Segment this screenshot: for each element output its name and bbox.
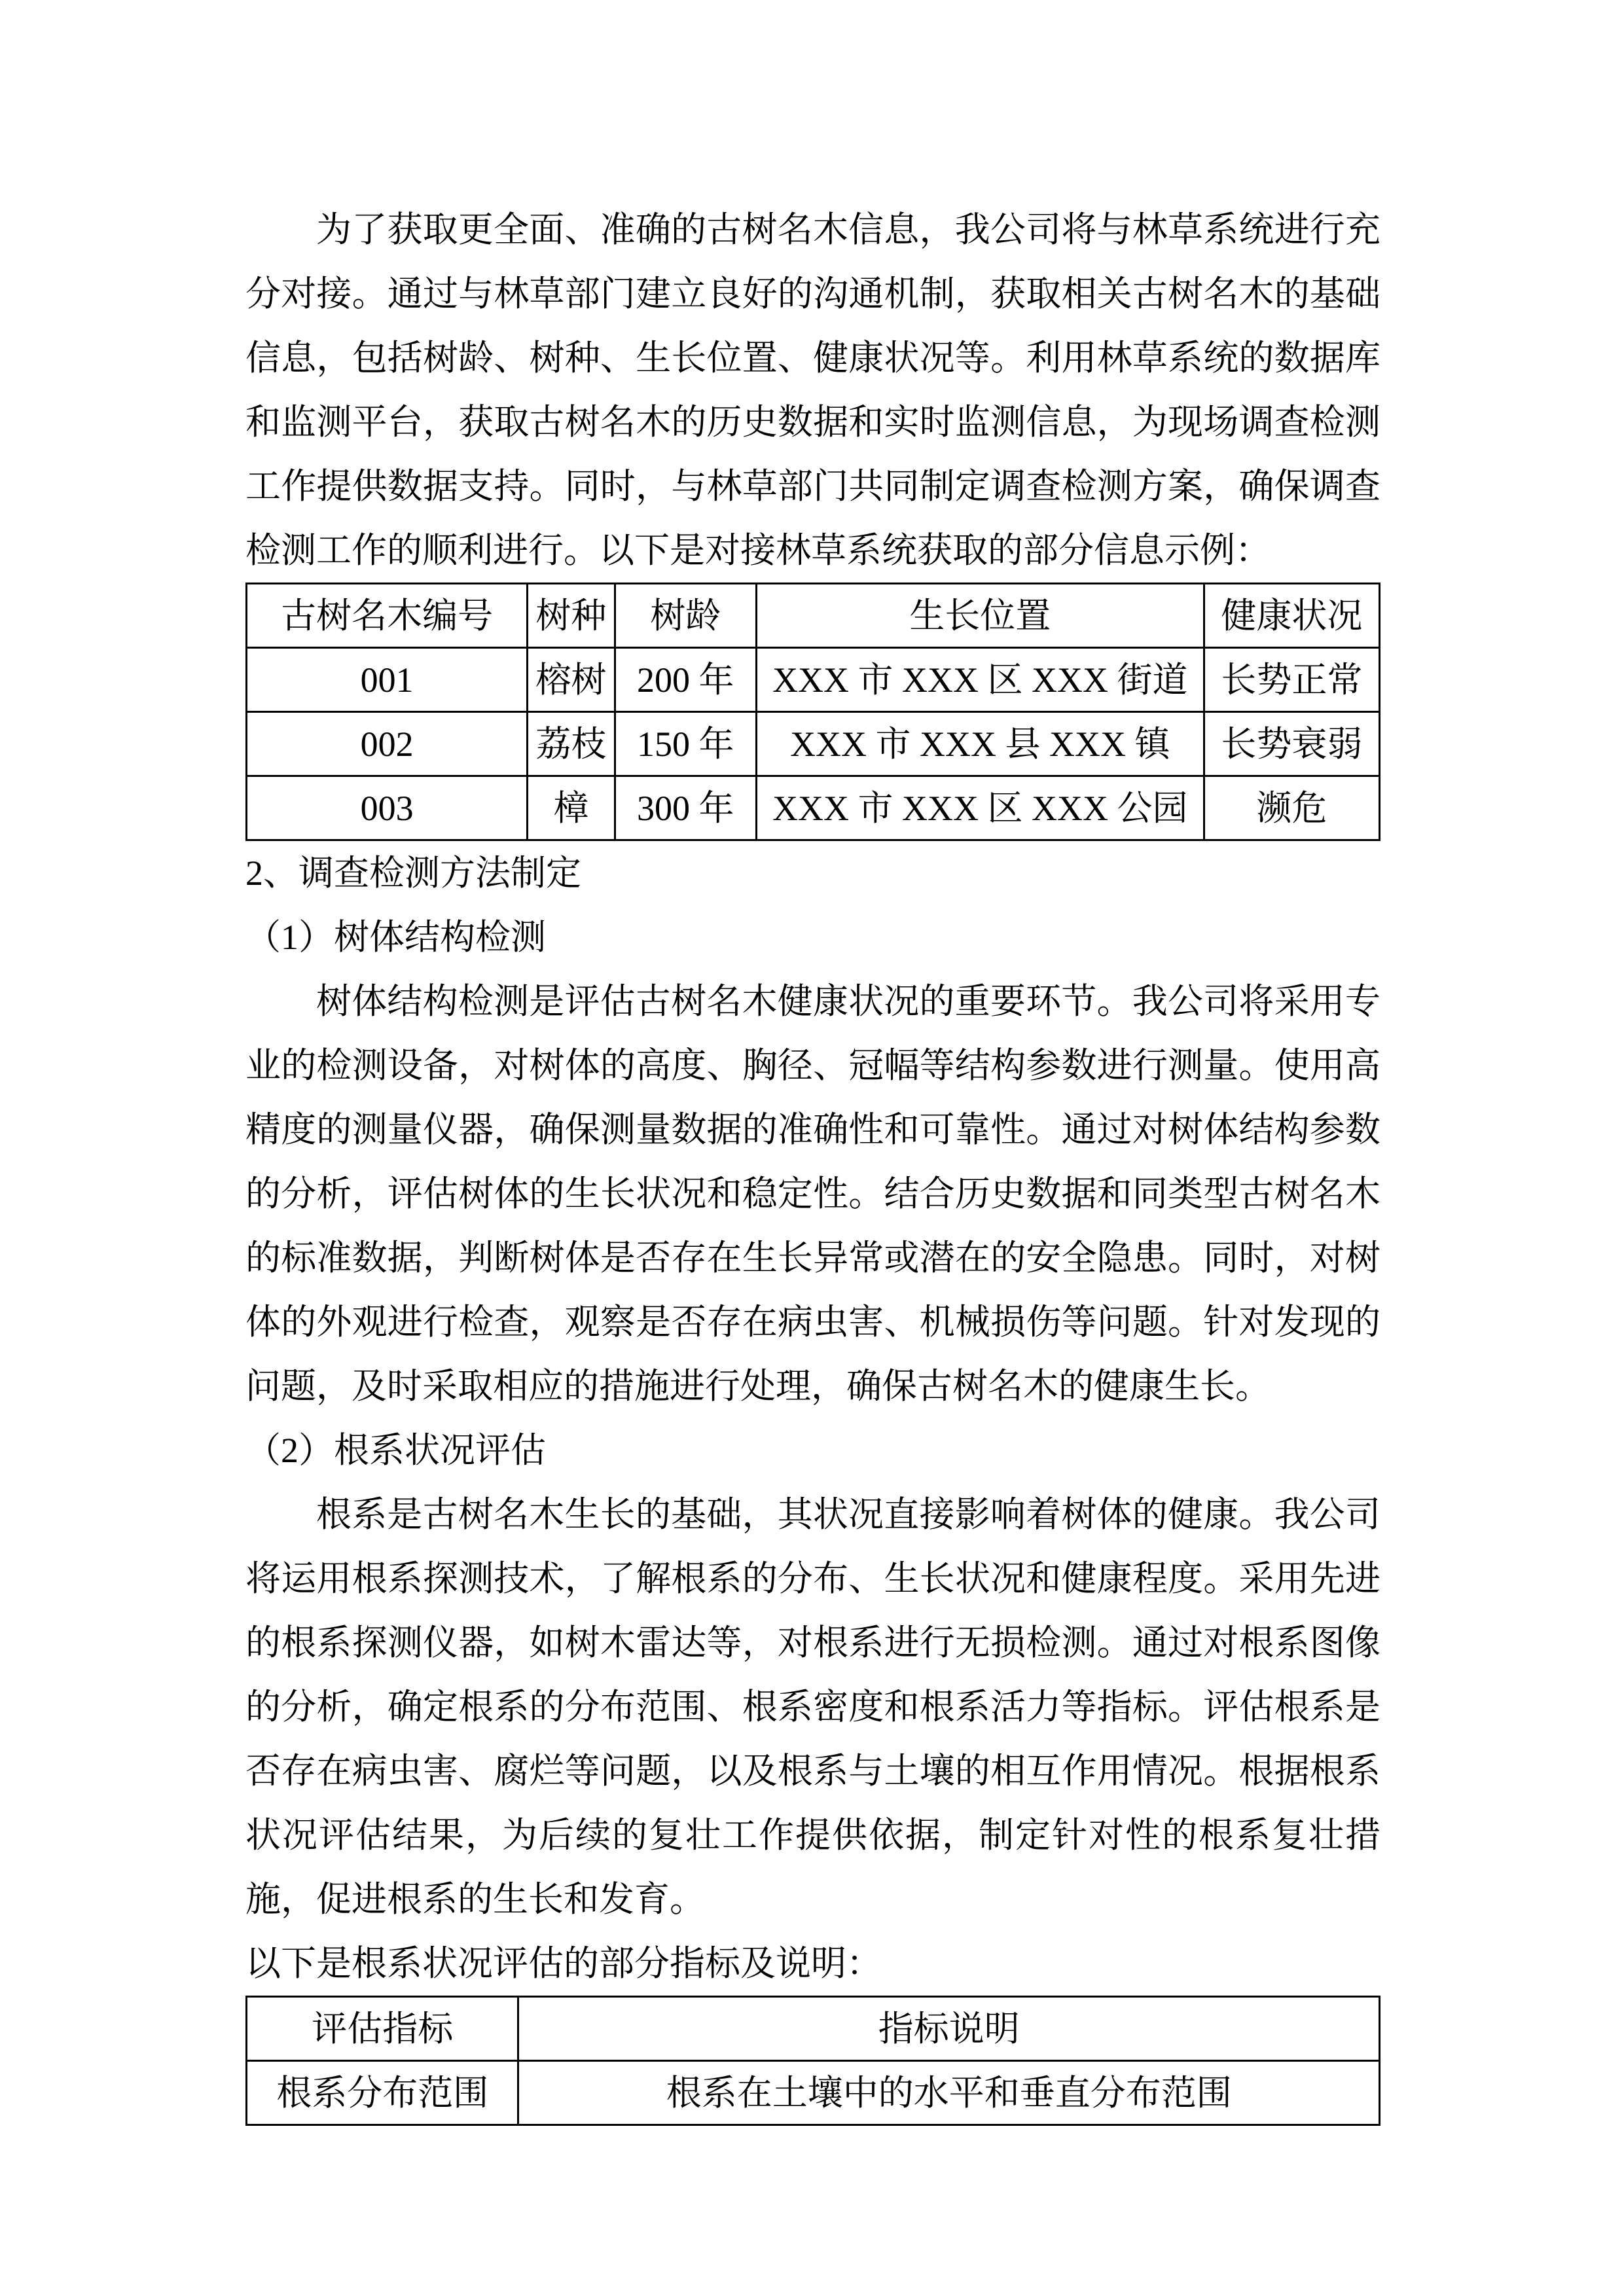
table-row (247, 776, 1380, 840)
table-header-cell: 树龄 (615, 584, 756, 648)
subsection-1-heading: （1）树体结构检测 (245, 918, 546, 957)
table-header-cell: 生长位置 (756, 584, 1204, 648)
table-cell: XXX 市 XXX 区 XXX 公园 (756, 776, 1204, 840)
table-cell: 长势衰弱 (1204, 712, 1379, 776)
table-cell: 荔枝 (528, 712, 615, 776)
table-cell: 根系分布范围 (247, 2061, 518, 2125)
table-cell: 002 (247, 712, 528, 776)
table-header-cell: 古树名木编号 (247, 584, 528, 648)
table-cell: 根系在土壤中的水平和垂直分布范围 (518, 2061, 1380, 2125)
table-header-cell: 树种 (528, 584, 615, 648)
table-cell: 200 年 (615, 648, 756, 712)
table-row (247, 712, 1380, 776)
section-heading: 2、调查检测方法制定 (245, 853, 581, 893)
table-row (247, 2061, 1380, 2125)
subsection-2-heading: （2）根系状况评估 (245, 1431, 546, 1470)
table-cell: 长势正常 (1204, 648, 1379, 712)
table-cell: 樟 (528, 776, 615, 840)
root-eval-table-header-row (247, 1997, 1380, 2061)
subsection-1-paragraph: 树体结构检测是评估古树名木健康状况的重要环节。我公司将采用专业的检测设备，对树体的高度、胸径、冠幅等结构参数进行测量。使用高精度的测量仪器，确保测量数据的准确性和可靠性。通过对树体结构参数的分析，评估树体的生长状况和稳定性。结合历史数据和同类型古树名木的标准数据，判断树体是否存在生长异常或潜在的安全隐患。同时，对树体的外观进行检查，观察是否存在病虫害、机械损伤等问题。针对发现的问题，及时采取相应的措施进行处理，确保古树名木的健康生长。 (245, 982, 1380, 1406)
table-cell: 001 (247, 648, 528, 712)
intro-paragraph: 为了获取更全面、准确的古树名木信息，我公司将与林草系统进行充分对接。通过与林草部门建立良好的沟通机制，获取相关古树名木的基础信息，包括树龄、树种、生长位置、健康状况等。利用林草系统的数据库和监测平台，获取古树名木的历史数据和实时监测信息，为现场调查检测工作提供数据支持。同时，与林草部门共同制定调查检测方案，确保调查检测工作的顺利进行。以下是对接林草系统获取的部分信息示例： (245, 210, 1380, 570)
subsection-2-paragraph: 根系是古树名木生长的基础，其状况直接影响着树体的健康。我公司将运用根系探测技术，了解根系的分布、生长状况和健康程度。采用先进的根系探测仪器，如树木雷达等，对根系进行无损检测。通过对根系图像的分析，确定根系的分布范围、根系密度和根系活力等指标。评估根系是否存在病虫害、腐烂等问题，以及根系与土壤的相互作用情况。根据根系状况评估结果，为后续的复壮工作提供依据，制定针对性的根系复壮措施，促进根系的生长和发育。 (245, 1495, 1380, 1919)
table-cell: XXX 市 XXX 县 XXX 镇 (756, 712, 1204, 776)
table-row (247, 648, 1380, 712)
table-cell: 003 (247, 776, 528, 840)
table-header-cell: 评估指标 (247, 1997, 518, 2061)
table-cell: XXX 市 XXX 区 XXX 街道 (756, 648, 1204, 712)
root-table-intro: 以下是根系状况评估的部分指标及说明： (245, 1944, 882, 1983)
tree-info-table (245, 583, 1380, 841)
table-cell: 榕树 (528, 648, 615, 712)
tree-info-table-header-row (247, 584, 1380, 648)
table-cell: 濒危 (1204, 776, 1379, 840)
table-header-cell: 健康状况 (1204, 584, 1379, 648)
table-header-cell: 指标说明 (518, 1997, 1380, 2061)
root-eval-table (245, 1996, 1380, 2126)
table-cell: 300 年 (615, 776, 756, 840)
table-cell: 150 年 (615, 712, 756, 776)
